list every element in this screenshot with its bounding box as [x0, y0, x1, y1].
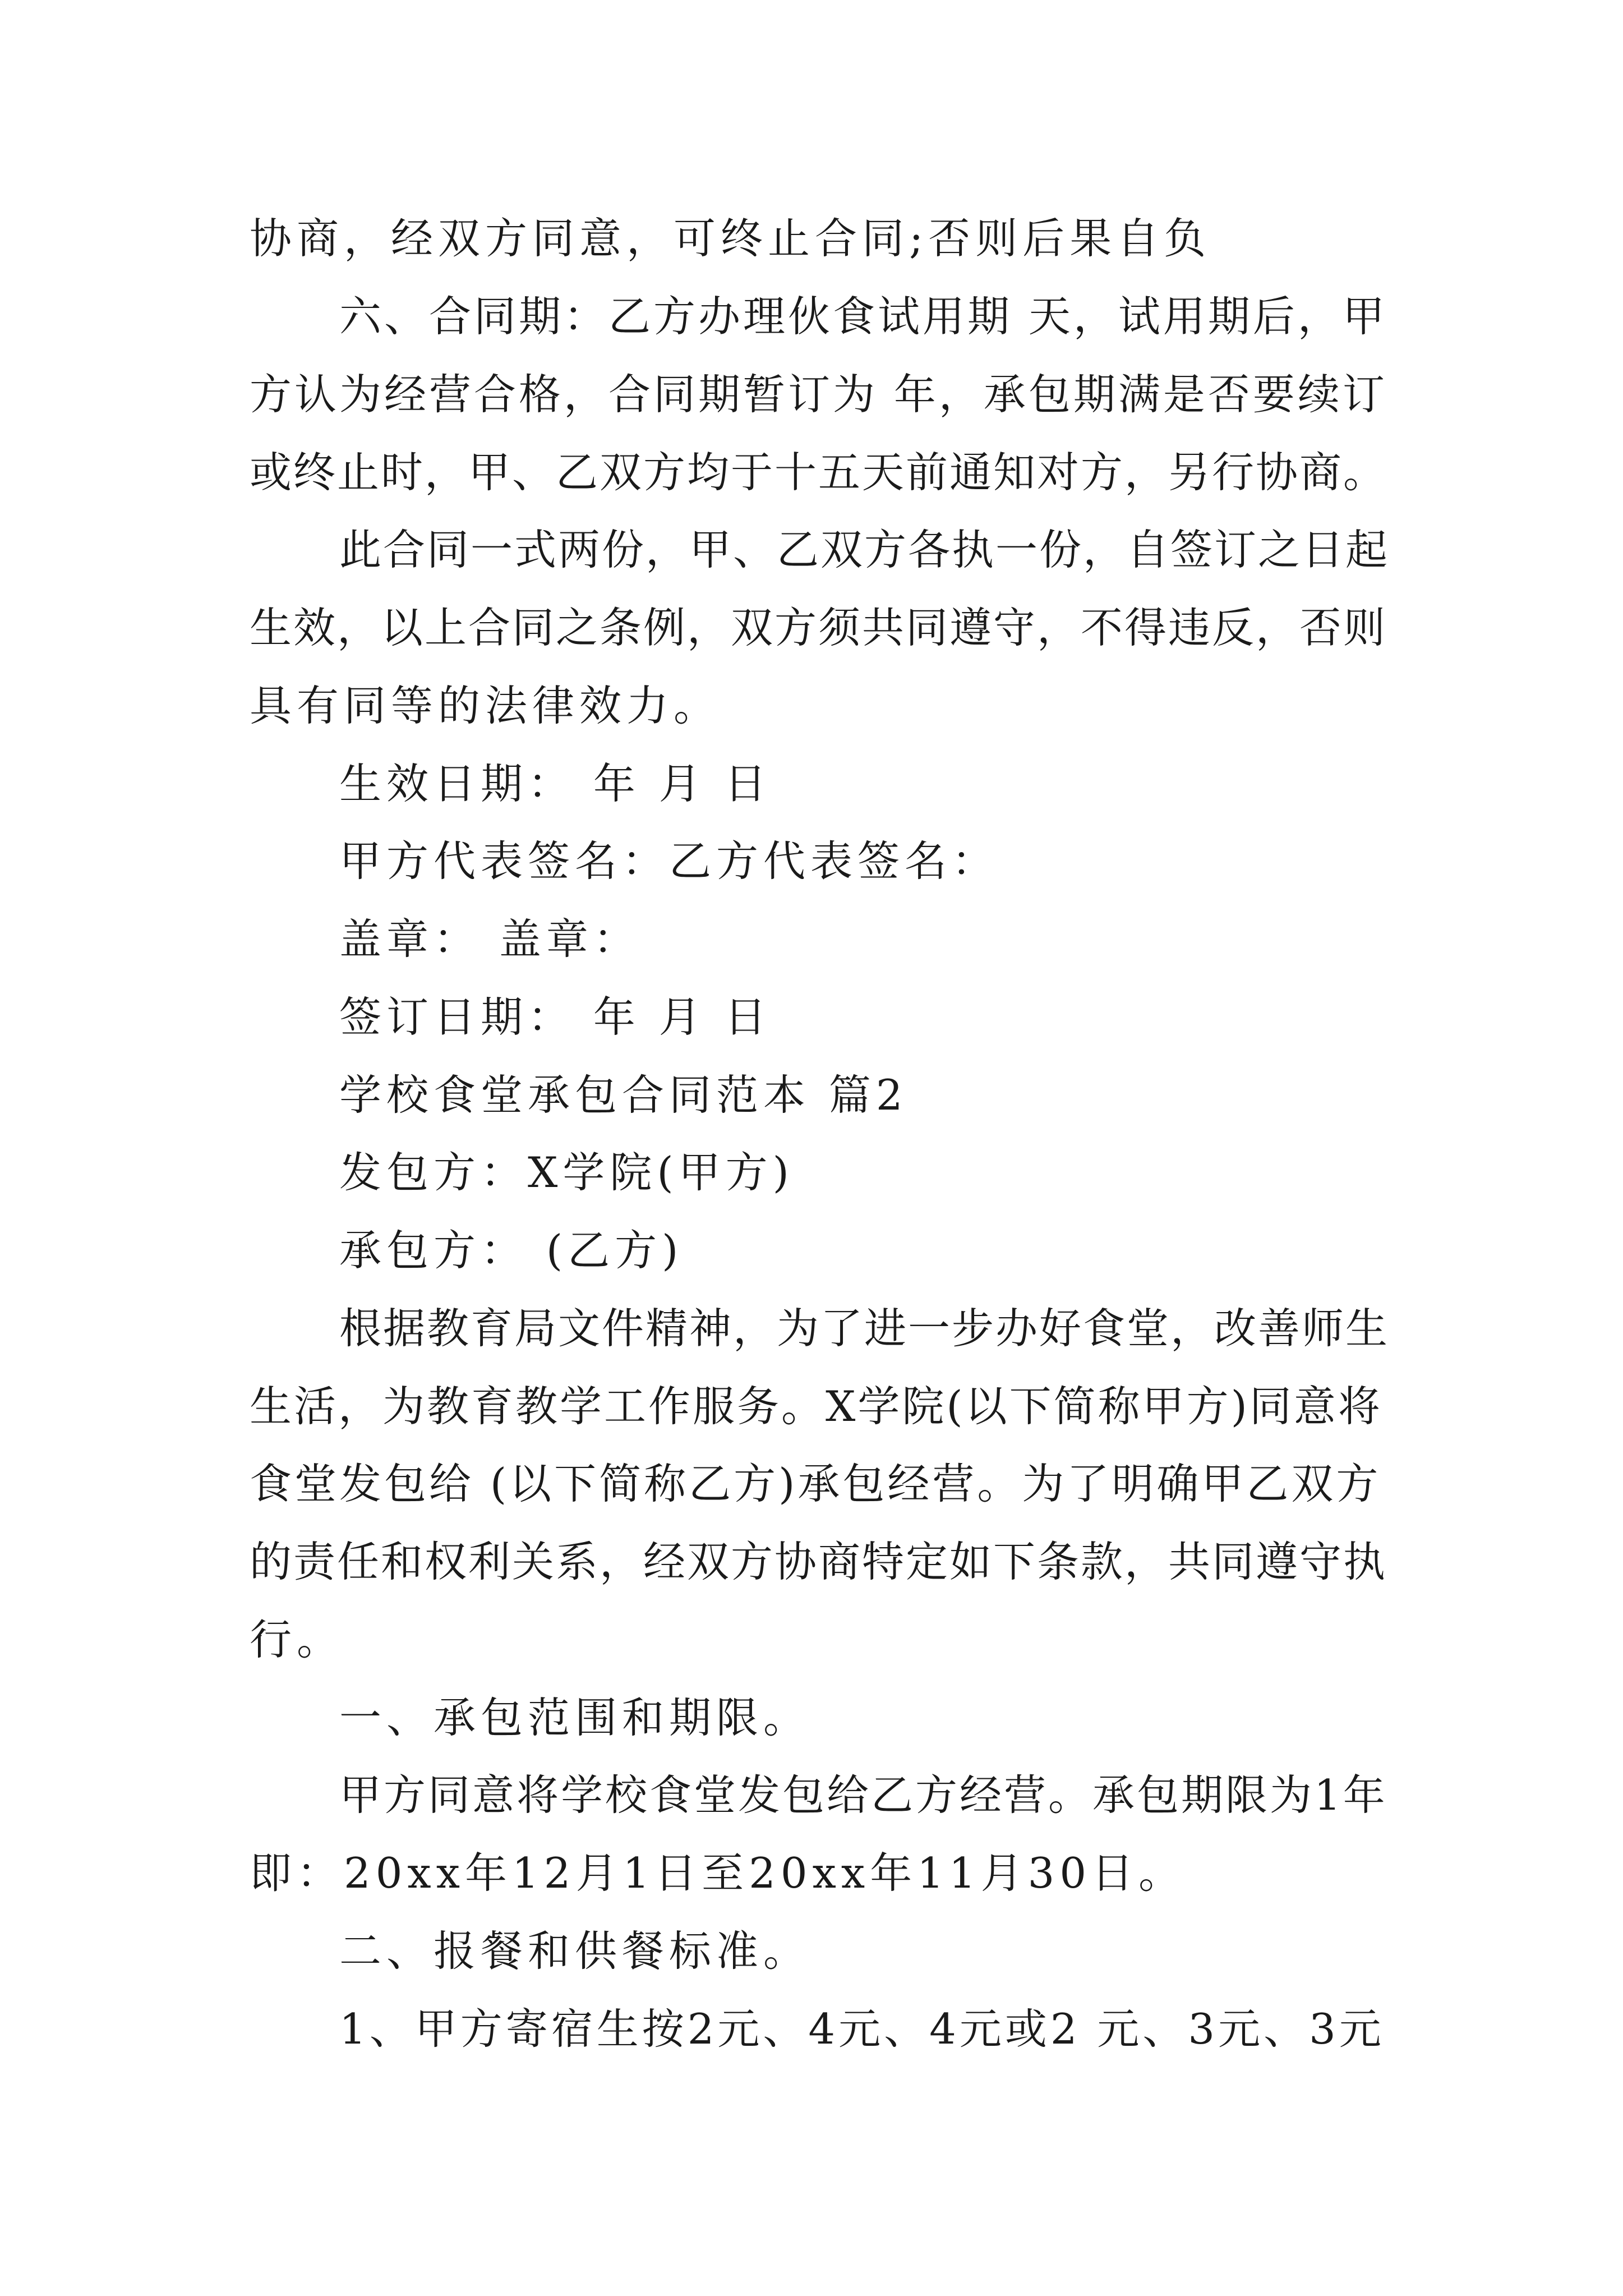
- text-line: 生效日期： 年 月 日: [339, 759, 772, 808]
- text-line: 一、承包范围和期限。: [339, 1693, 811, 1742]
- text-line: 方认为经营合格，合同期暂订为 年，承包期满是否要续订: [250, 370, 1387, 419]
- text-line: 盖章： 盖章：: [339, 914, 640, 964]
- text-line: 协商，经双方同意，可终止合同;否则后果自负: [250, 214, 1211, 263]
- text-line: 六、合同期：乙方办理伙食试用期 天，试用期后，甲: [339, 292, 1387, 341]
- text-line: 承包方： (乙方): [339, 1226, 684, 1275]
- text-line: 甲方代表签名：乙方代表签名：: [339, 836, 999, 886]
- text-line: 的责任和权利关系，经双方协商特定如下条款，共同遵守执: [250, 1537, 1387, 1586]
- text-line: 甲方同意将学校食堂发包给乙方经营。承包期限为1年: [339, 1770, 1387, 1820]
- text-line: 发包方：X学院(甲方): [339, 1148, 794, 1197]
- text-line: 生活，为教育教学工作服务。X学院(以下简称甲方)同意将: [250, 1382, 1382, 1431]
- section-heading: 学校食堂承包合同范本 篇2: [339, 1070, 908, 1120]
- text-line: 具有同等的法律效力。: [250, 681, 721, 730]
- text-line: 签订日期： 年 月 日: [339, 992, 772, 1042]
- text-line: 根据教育局文件精神，为了进一步办好食堂，改善师生: [339, 1304, 1390, 1353]
- text-line: 即：20xx年12月1日至20xx年11月30日。: [250, 1848, 1186, 1898]
- text-line: 此合同一式两份，甲、乙双方各执一份，自签订之日起: [339, 525, 1390, 574]
- text-line: 1、甲方寄宿生按2元、4元、4元或2 元、3元、3元: [339, 2004, 1385, 2054]
- text-line: 行。: [250, 1615, 344, 1664]
- text-line: 生效，以上合同之条例，双方须共同遵守，不得违反，否则: [250, 603, 1387, 652]
- text-line: 或终止时，甲、乙双方均于十五天前通知对方，另行协商。: [250, 448, 1387, 497]
- text-line: 二、报餐和供餐标准。: [339, 1926, 811, 1976]
- text-line: 食堂发包给 (以下简称乙方)承包经营。为了明确甲乙双方: [250, 1459, 1381, 1508]
